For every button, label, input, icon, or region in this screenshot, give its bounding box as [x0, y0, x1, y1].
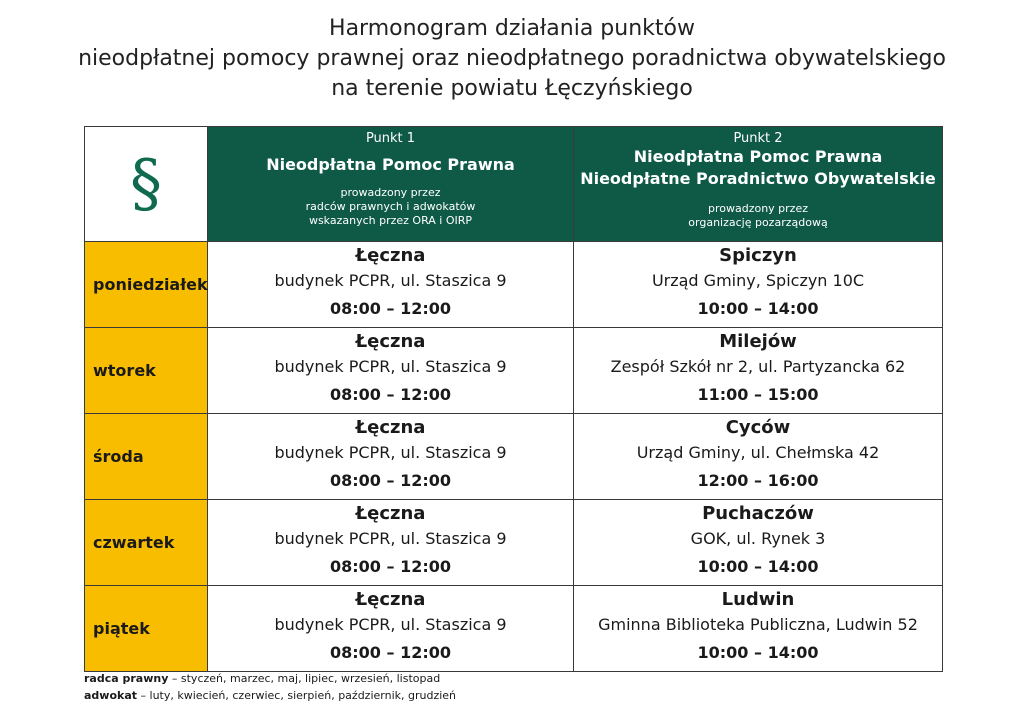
table-row [85, 500, 943, 586]
header-punkt-1 [208, 127, 574, 242]
city-name: Puchaczów [702, 503, 814, 524]
address: budynek PCPR, ul. Staszica 9 [274, 615, 507, 634]
footer-text-adwokat: – luty, kwiecień, czerwiec, sierpień, październik, grudzień [137, 689, 457, 702]
punkt-2-cell [574, 414, 943, 500]
address: Urząd Gminy, ul. Chełmska 42 [636, 443, 880, 462]
opening-hours: 10:00 – 14:00 [697, 299, 819, 318]
address: budynek PCPR, ul. Staszica 9 [274, 271, 507, 290]
city-name: Cyców [725, 417, 791, 438]
opening-hours: 08:00 – 12:00 [330, 471, 451, 490]
table-row [85, 242, 943, 328]
opening-hours: 10:00 – 14:00 [697, 643, 819, 662]
punkt-1-operator-line-1: prowadzony przez [340, 186, 441, 199]
address: Urząd Gminy, Spiczyn 10C [651, 271, 865, 290]
address: Gminna Biblioteka Publiczna, Ludwin 52 [598, 615, 918, 634]
table-row [85, 328, 943, 414]
punkt-2-cell [574, 328, 943, 414]
opening-hours: 11:00 – 15:00 [697, 385, 819, 404]
city-name: Łęczna [355, 331, 426, 352]
title-line-2: nieodpłatnej pomocy prawnej oraz nieodpłatnego poradnictwa obywatelskiego [78, 46, 946, 71]
punkt-1-cell [208, 500, 574, 586]
footer-text-radca: – styczeń, marzec, maj, lipiec, wrzesień, listopad [168, 672, 441, 685]
address: budynek PCPR, ul. Staszica 9 [274, 357, 507, 376]
city-name: Łęczna [355, 589, 426, 610]
opening-hours: 08:00 – 12:00 [330, 385, 451, 404]
table-row [85, 586, 943, 672]
title-line-3: na terenie powiatu Łęczyńskiego [331, 76, 693, 101]
city-name: Łęczna [355, 245, 426, 266]
punkt-1-cell [208, 414, 574, 500]
opening-hours: 10:00 – 14:00 [697, 557, 819, 576]
punkt-2-operator-line-1: prowadzony przez [707, 202, 808, 215]
footer-line-radca [84, 670, 456, 687]
punkt-1-cell [208, 328, 574, 414]
punkt-2-operator-line-2: organizację pozarządową [688, 216, 828, 229]
city-name: Milejów [719, 331, 797, 352]
punkt-1-cell [208, 242, 574, 328]
city-name: Łęczna [355, 503, 426, 524]
punkt-1-cell [208, 586, 574, 672]
day-label: wtorek [85, 328, 208, 414]
address: GOK, ul. Rynek 3 [690, 529, 826, 548]
opening-hours: 12:00 – 16:00 [697, 471, 819, 490]
city-name: Spiczyn [719, 245, 797, 266]
punkt-2-cell [574, 242, 943, 328]
punkt-1-number: Punkt 1 [365, 131, 416, 146]
header-punkt-2 [574, 127, 943, 242]
page-title [0, 14, 1024, 104]
footer-line-adwokat [84, 687, 456, 704]
address: Zespół Szkół nr 2, ul. Partyzancka 62 [610, 357, 906, 376]
day-label: czwartek [85, 500, 208, 586]
opening-hours: 08:00 – 12:00 [330, 299, 451, 318]
punkt-2-cell [574, 500, 943, 586]
city-name: Łęczna [355, 417, 426, 438]
opening-hours: 08:00 – 12:00 [330, 643, 451, 662]
footer-label-adwokat: adwokat [84, 689, 138, 702]
table-row [85, 414, 943, 500]
paragraph-icon: § [130, 147, 162, 221]
punkt-2-number: Punkt 2 [733, 131, 783, 146]
day-label: środa [85, 414, 208, 500]
day-label: piątek [85, 586, 208, 672]
schedule-table [84, 126, 943, 672]
punkt-2-name-line-2: Nieodpłatne Poradnictwo Obywatelskie [580, 169, 936, 188]
punkt-1-operator-line-3: wskazanych przez ORA i OIRP [308, 214, 473, 227]
table-header-row [85, 127, 943, 242]
opening-hours: 08:00 – 12:00 [330, 557, 451, 576]
punkt-2-name-line-1: Nieodpłatna Pomoc Prawna [633, 147, 883, 166]
address: budynek PCPR, ul. Staszica 9 [274, 443, 507, 462]
punkt-1-operator-line-2: radców prawnych i adwokatów [305, 200, 476, 213]
logo-cell [85, 127, 208, 242]
address: budynek PCPR, ul. Staszica 9 [274, 529, 507, 548]
title-line-1: Harmonogram działania punktów [329, 16, 695, 41]
punkt-1-name: Nieodpłatna Pomoc Prawna [266, 155, 515, 174]
city-name: Ludwin [721, 589, 795, 610]
footer-label-radca: radca prawny [84, 672, 169, 685]
punkt-2-cell [574, 586, 943, 672]
footer-notes [84, 670, 456, 704]
day-label: poniedziałek [85, 242, 208, 328]
